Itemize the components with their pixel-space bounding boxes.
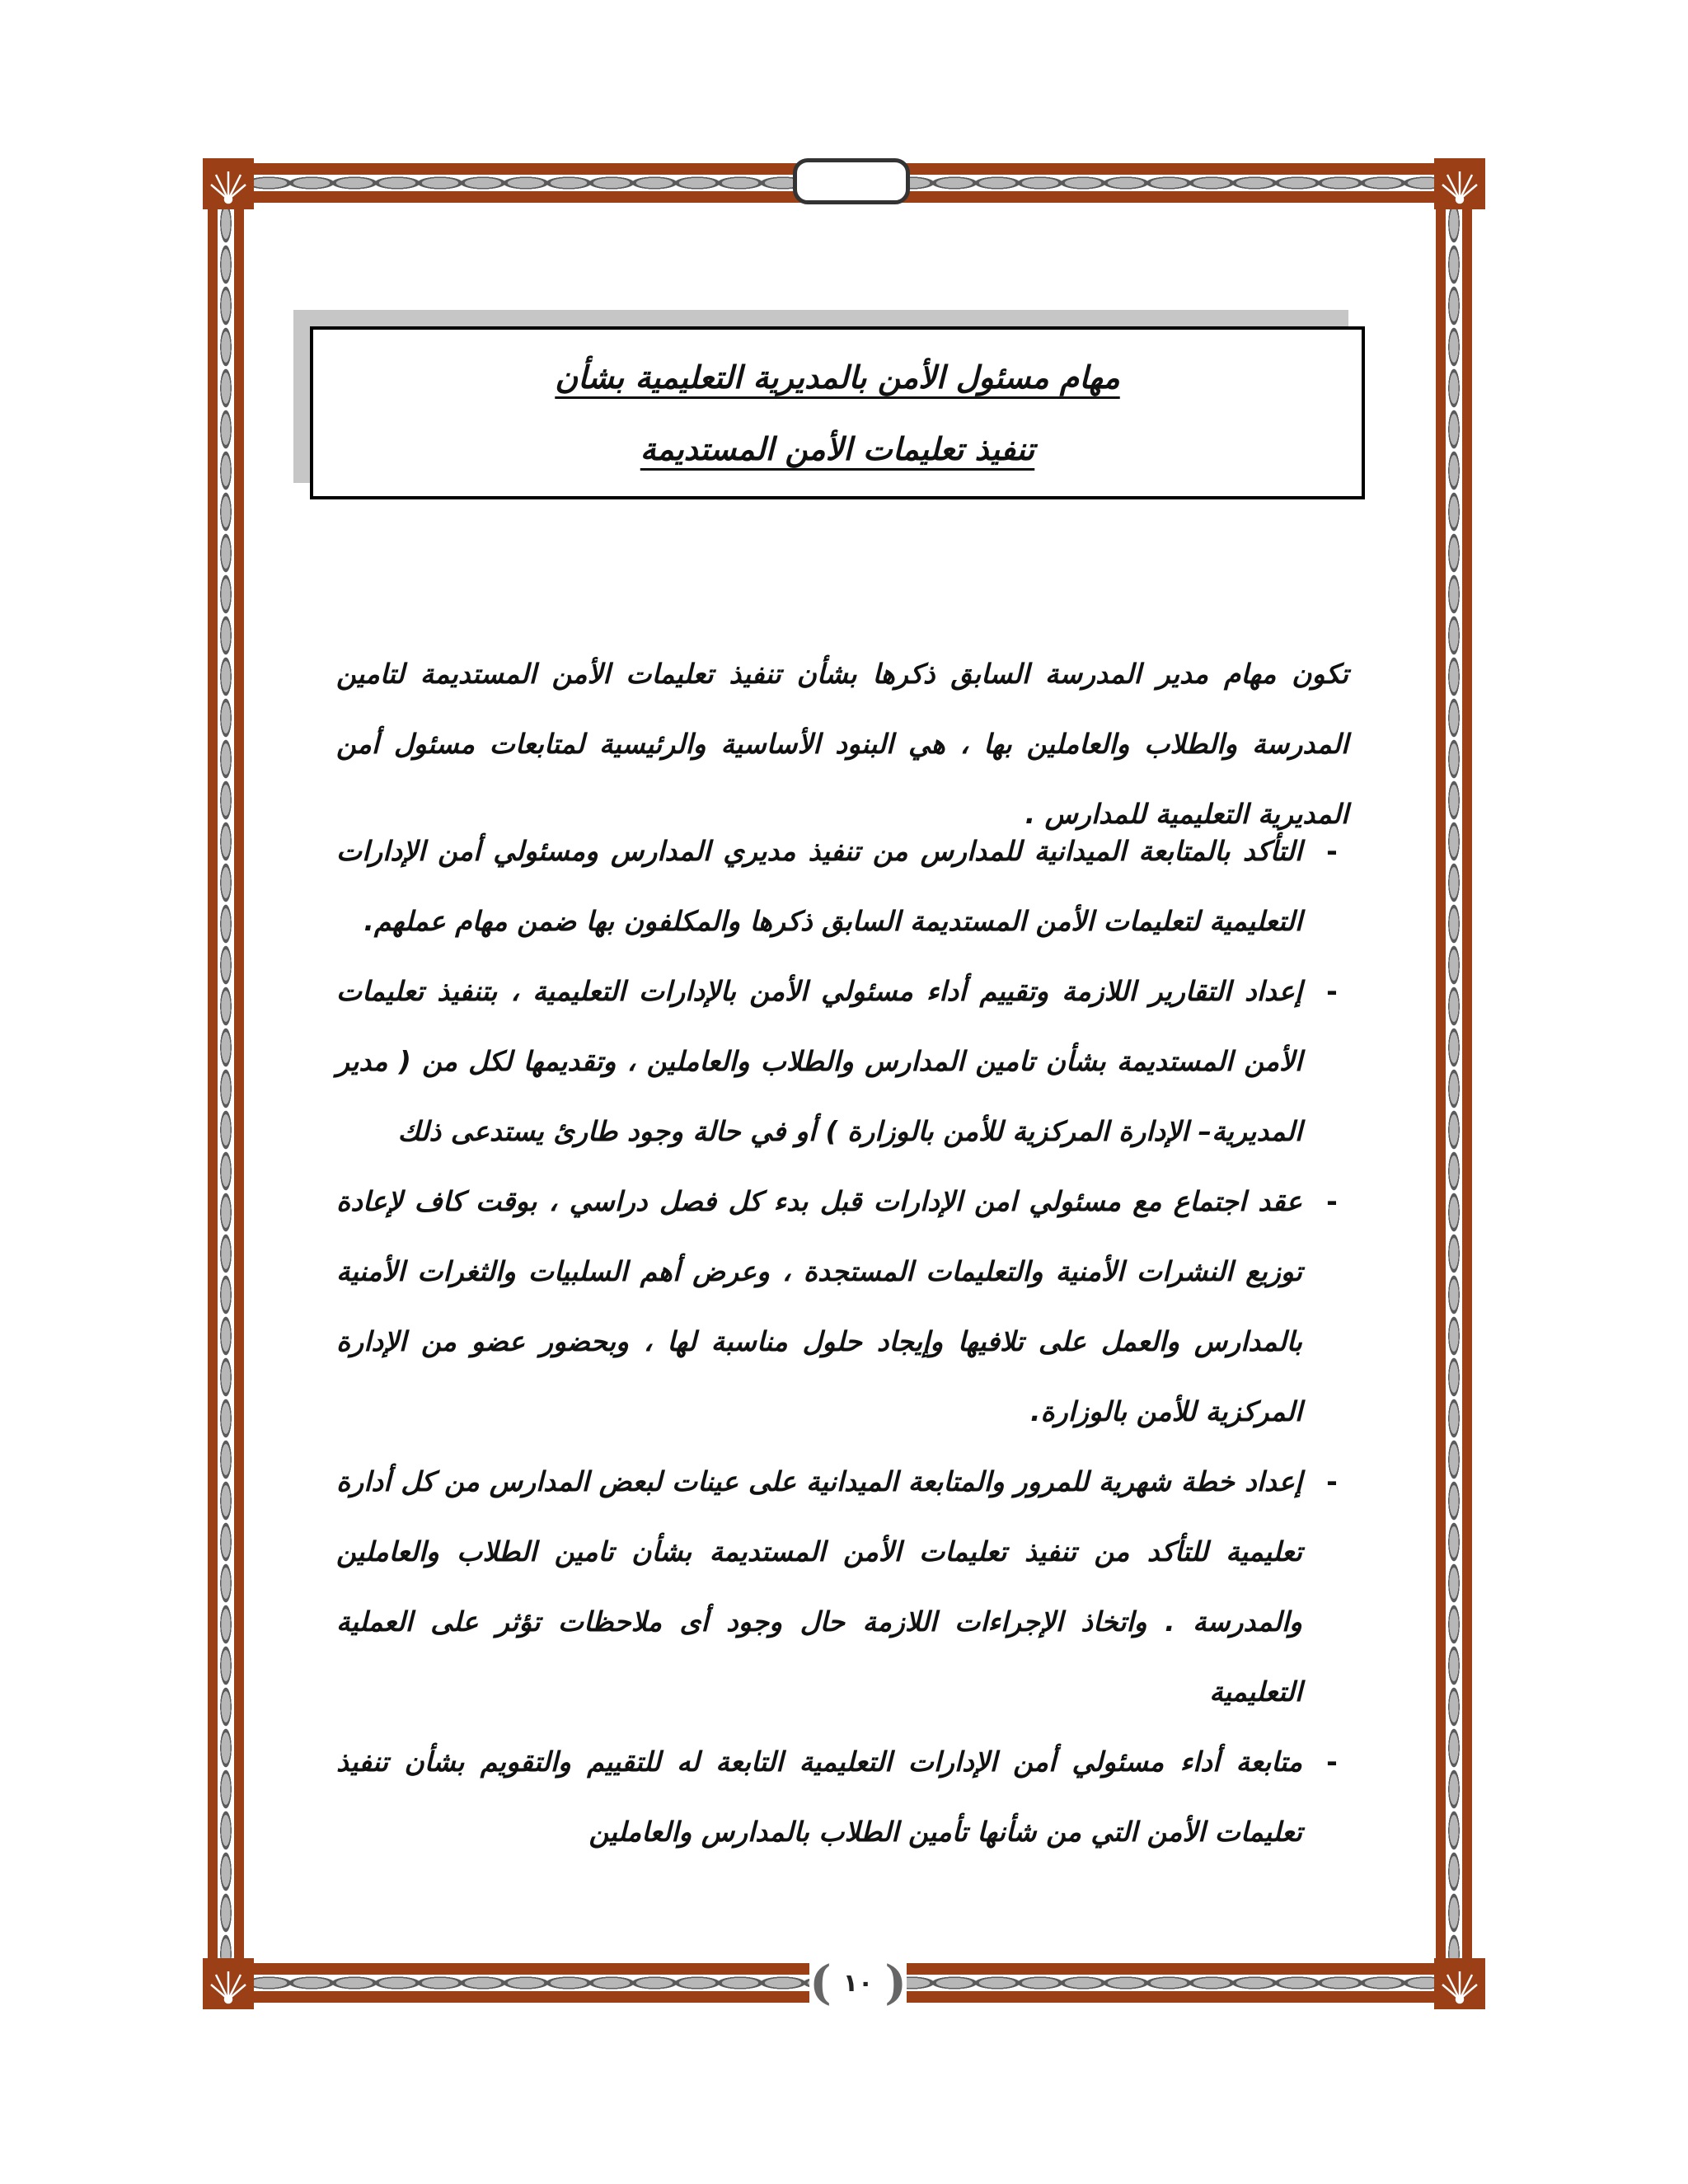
frame-corner-ornament-icon [203,1958,254,2009]
list-item-text: عقد اجتماع مع مسئولي امن الإدارات قبل بدء كل فصل دراسي ، بوقت كاف لإعادة توزيع النشرات الأمنية والتعليمات المستجدة ، وعرض أهم السلبيات والثغرات الأمنية بالمدارس والعمل على تلافيها وإيجاد حلول مناسبة لها ، وبحضور عضو من الإدارة المركزية للأمن بالوزارة. [336,1185,1302,1427]
frame-right-border [1436,203,1472,1963]
page-number: ١٠ [842,1968,874,1998]
list-item-text: إعداد خطة شهرية للمرور والمتابعة الميدانية على عينات لبعض المدارس من كل أدارة تعليمية للتأكد من تنفيذ تعليمات الأمن المستديمة بشأن تامين الطلاب والعاملين والمدرسة . واتخاذ الإجراءات اللازمة حال وجود أى ملاحظات تؤثر على العملية التعليمية [336,1465,1302,1708]
list-marker: - [1326,835,1338,867]
frame-corner-ornament-icon [1434,158,1485,209]
list-marker: - [1326,1185,1338,1217]
page-title-line-1: مهام مسئول الأمن بالمديرية التعليمية بشأن [555,359,1120,396]
list-marker: - [1326,1465,1338,1497]
list-marker: - [1326,1746,1338,1778]
bracket-left-icon: ( [884,1956,907,2010]
intro-paragraph: تكون مهام مدير المدرسة السابق ذكرها بشأن تنفيذ تعليمات الأمن المستديمة لتامين المدرسة والطلاب والعاملين بها ، هي البنود الأساسية والرئيسية لمتابعات مسئول أمن المديرية التعليمية للمدارس . [336,658,1348,830]
list-item [336,816,1348,956]
header-tab [793,158,910,204]
bracket-right-icon: ) [809,1956,832,2010]
title-box [310,326,1365,499]
list-item-text: إعداد التقارير اللازمة وتقييم أداء مسئولي الأمن بالإدارات التعليمية ، بتنفيذ تعليمات الأمن المستديمة بشأن تامين المدارس والطلاب والعاملين ، وتقديمها لكل من ( مدير المديرية– الإدارة المركزية للأمن بالوزارة ) أو في حالة وجود طارئ يستدعى ذلك [336,975,1302,1147]
duties-list [336,816,1348,1867]
list-item [336,956,1348,1166]
list-item [336,1166,1348,1446]
list-item-text: التأكد بالمتابعة الميدانية للمدارس من تنفيذ مديري المدارس ومسئولي أمن الإدارات التعليمية لتعليمات الأمن المستديمة السابق ذكرها والمكلفون بها ضمن مهام عملهم. [336,835,1302,937]
list-item-text: متابعة أداء مسئولي أمن الإدارات التعليمية التابعة له للتقييم والتقويم بشأن تنفيذ تعليمات الأمن التي من شأنها تأمين الطلاب بالمدارس والعاملين [336,1746,1302,1848]
list-item [336,1446,1348,1727]
list-item [336,1727,1348,1867]
frame-corner-ornament-icon [203,158,254,209]
page-number-box [809,1957,907,2009]
page-title-line-2: تنفيذ تعليمات الأمن المستديمة [640,430,1035,467]
list-marker: - [1326,975,1338,1007]
frame-left-border [208,203,244,1963]
frame-corner-ornament-icon [1434,1958,1485,2009]
